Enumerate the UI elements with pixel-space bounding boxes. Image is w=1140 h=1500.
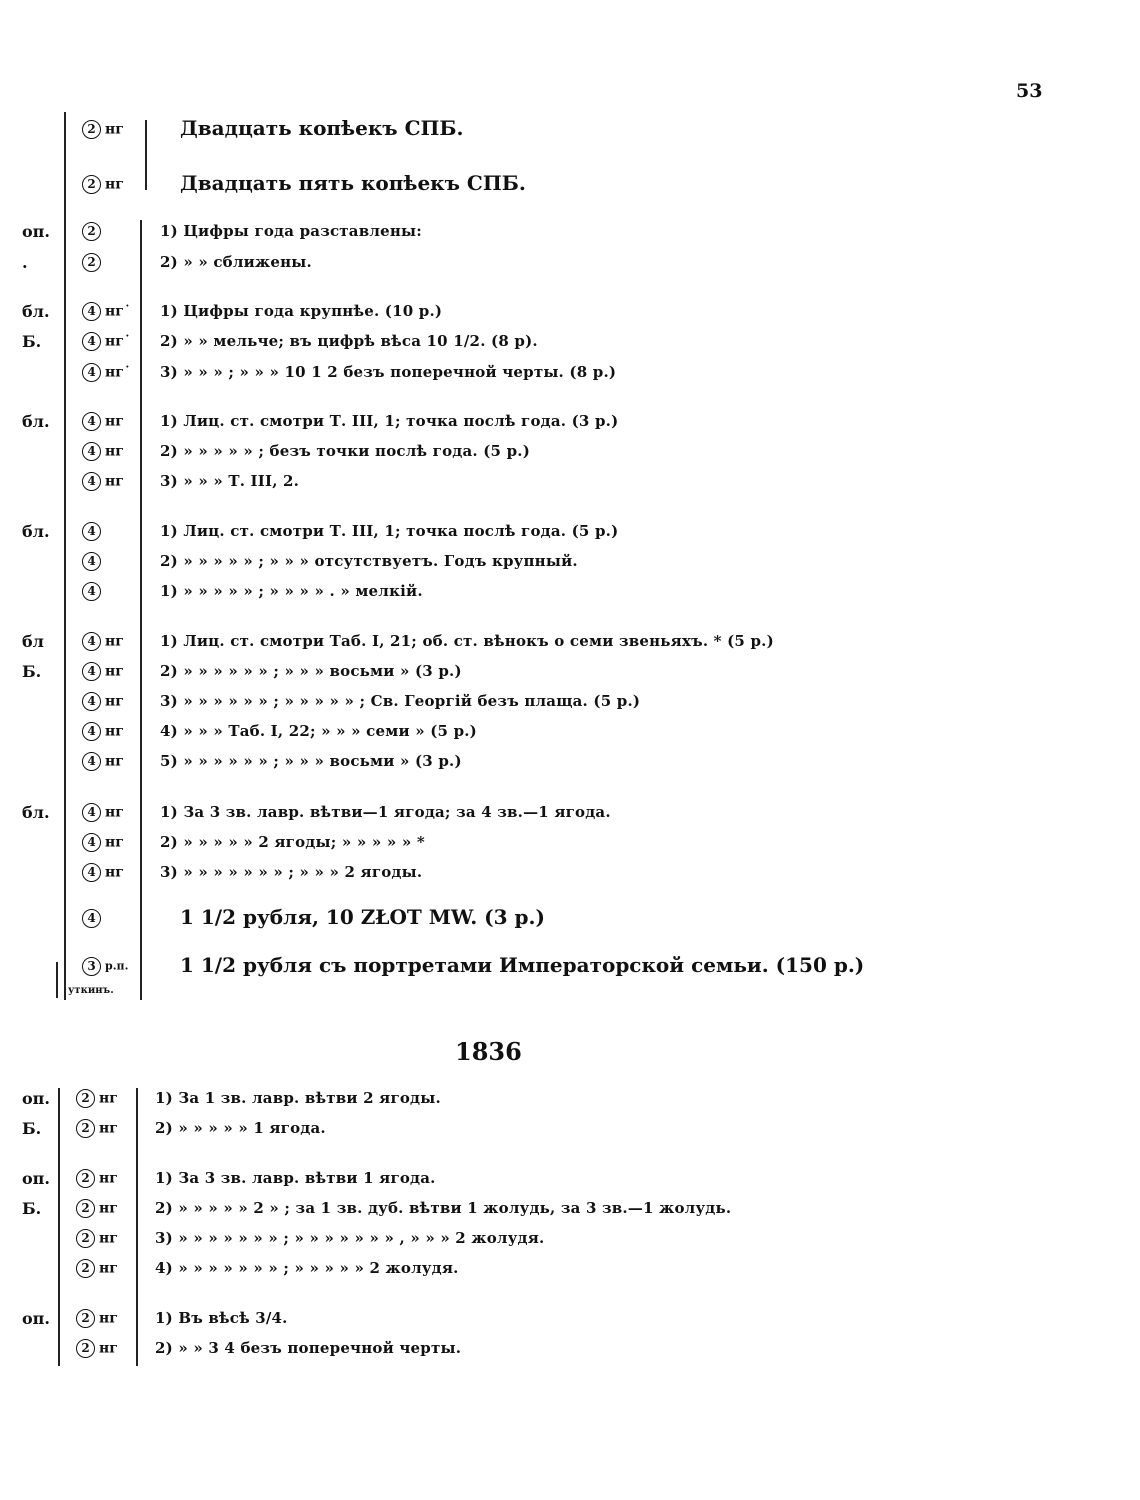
row-mark [76, 1339, 118, 1358]
row-description: Двадцать пять копѣекъ СПБ. [180, 171, 526, 195]
row-left-note: оп. [22, 1089, 50, 1108]
circled-number: 4 [82, 412, 101, 431]
circled-number: 2 [76, 1199, 95, 1218]
row-mark [82, 752, 124, 771]
mark-letters: нг [99, 1170, 118, 1187]
circled-number: 2 [76, 1229, 95, 1248]
circled-number: 2 [76, 1339, 95, 1358]
mark-letters: нг˙ [105, 333, 131, 350]
row-description: 1) Лиц. ст. смотри Таб. I, 21; об. ст. вѣнокъ о семи звеньяхъ. * (5 р.) [160, 632, 774, 650]
circled-number: 4 [82, 332, 101, 351]
circled-number: 4 [82, 833, 101, 852]
table-rule-left [64, 112, 66, 1000]
row-mark [82, 253, 105, 272]
circled-number: 4 [82, 522, 101, 541]
table-rule-right [136, 1088, 138, 1366]
row-mark [82, 582, 105, 601]
mark-letters: нг [105, 121, 124, 138]
row-mark [82, 833, 124, 852]
row-description: 4) » » » Таб. I, 22; » » » семи » (5 р.) [160, 722, 477, 740]
row-description: 1) Лиц. ст. смотри Т. III, 1; точка послѣ года. (5 р.) [160, 522, 619, 540]
row-left-note: бл. [22, 302, 50, 321]
circled-number: 4 [82, 752, 101, 771]
row-description: 2) » » » » » ; безъ точки послѣ года. (5 р.) [160, 442, 530, 460]
mark-letters: нг [105, 473, 124, 490]
row-mark [82, 412, 124, 431]
row-mark [76, 1309, 118, 1328]
mark-letters: нг [99, 1090, 118, 1107]
row-description: 2) » » 3 4 безъ поперечной черты. [155, 1339, 462, 1357]
row-description: 1) Лиц. ст. смотри Т. III, 1; точка послѣ года. (3 р.) [160, 412, 619, 430]
circled-number: 4 [82, 442, 101, 461]
row-mark [82, 332, 131, 351]
circled-number: 2 [82, 222, 101, 241]
row-description: 1 1/2 рубля съ портретами Императорской семьи. (150 р.) [180, 953, 865, 977]
row-description: 1) За 3 зв. лавр. вѣтви 1 ягода. [155, 1169, 436, 1187]
mark-letters: нг [105, 834, 124, 851]
row-description: 1) Цифры года крупнѣе. (10 р.) [160, 302, 443, 320]
row-description: 3) » » » » » » ; » » » » » ; Св. Георгій безъ плаща. (5 р.) [160, 692, 641, 710]
mark-letters: нг [105, 864, 124, 881]
mark-letters: нг [99, 1340, 118, 1357]
circled-number: 2 [82, 120, 101, 139]
row-left-note: оп. [22, 1309, 50, 1328]
table-rule-left [56, 962, 58, 998]
circled-number: 4 [82, 552, 101, 571]
row-left-note: бл. [22, 412, 50, 431]
row-description: 1) » » » » » ; » » » » . » мелкій. [160, 582, 423, 600]
row-mark [82, 363, 131, 382]
circled-number: 4 [82, 582, 101, 601]
circled-number: 4 [82, 722, 101, 741]
row-description: 1) Въ вѣсѣ 3/4. [155, 1309, 288, 1327]
row-description: 3) » » » Т. III, 2. [160, 472, 300, 490]
row-description: 2) » » » » » 2 » ; за 1 зв. дуб. вѣтви 1 жолудь, за 3 зв.—1 жолудь. [155, 1199, 732, 1217]
row-left-note: . [22, 253, 28, 272]
row-description: 1) За 3 зв. лавр. вѣтви—1 ягода; за 4 зв.—1 ягода. [160, 803, 611, 821]
row-mark [76, 1259, 118, 1278]
circled-number: 4 [82, 632, 101, 651]
row-description: Двадцать копѣекъ СПБ. [180, 116, 464, 140]
row-description: 2) » » мельче; въ цифрѣ вѣса 10 1/2. (8 р). [160, 332, 538, 350]
table-rule-right [140, 220, 142, 1000]
row-left-note: Б. [22, 662, 42, 681]
row-description: 2) » » сближены. [160, 253, 312, 271]
row-mark [76, 1089, 118, 1108]
row-mark [82, 120, 124, 139]
mark-letters: нг [105, 663, 124, 680]
row-left-note: бл. [22, 803, 50, 822]
mark-letters: нг [105, 443, 124, 460]
circled-number: 2 [76, 1089, 95, 1108]
circled-number: 4 [82, 363, 101, 382]
circled-number: 2 [76, 1169, 95, 1188]
row-mark [82, 722, 124, 741]
mark-letters: нг [105, 176, 124, 193]
row-mark [76, 1199, 118, 1218]
circled-number: 4 [82, 803, 101, 822]
row-mark [82, 909, 105, 928]
row-mark [82, 632, 124, 651]
mark-letters: нг [105, 804, 124, 821]
row-mark [76, 1169, 118, 1188]
row-description: 1) Цифры года разставлены: [160, 222, 423, 240]
row-mark [82, 863, 124, 882]
row-left-note: бл [22, 632, 44, 651]
row-mark [76, 1229, 118, 1248]
row-description: 5) » » » » » » ; » » » восьми » (3 р.) [160, 752, 462, 770]
circled-number: 4 [82, 302, 101, 321]
mark-letters: нг [99, 1230, 118, 1247]
mark-letters: нг˙ [105, 364, 131, 381]
circled-number: 4 [82, 472, 101, 491]
row-left-note: Б. [22, 332, 42, 351]
page-number: 53 [1016, 80, 1043, 102]
row-description: 3) » » » » » » » ; » » » 2 ягоды. [160, 863, 423, 881]
circled-number: 2 [76, 1259, 95, 1278]
table-rule-left [58, 1088, 60, 1366]
row-left-note: оп. [22, 1169, 50, 1188]
row-mark [82, 175, 124, 194]
row-left-note: Б. [22, 1199, 42, 1218]
row-description: 4) » » » » » » » ; » » » » » 2 жолудя. [155, 1259, 459, 1277]
row-mark [82, 957, 128, 976]
row-description: 1 1/2 рубля, 10 ZŁOT MW. (3 р.) [180, 905, 545, 929]
row-mark [82, 552, 105, 571]
row-mark [82, 803, 124, 822]
mark-letters: нг [99, 1310, 118, 1327]
row-description: 1) За 1 зв. лавр. вѣтви 2 ягоды. [155, 1089, 441, 1107]
row-mark [82, 222, 105, 241]
row-left-note: Б. [22, 1119, 42, 1138]
row-mark [82, 522, 105, 541]
row-mark [76, 1119, 118, 1138]
circled-number: 2 [82, 175, 101, 194]
mark-letters: нг [99, 1120, 118, 1137]
mark-letters: нг [105, 633, 124, 650]
circled-number: 4 [82, 662, 101, 681]
circled-number: 2 [76, 1119, 95, 1138]
row-left-note: оп. [22, 222, 50, 241]
row-description: 2) » » » » » ; » » » отсутствуетъ. Годъ крупный. [160, 552, 578, 570]
circled-number: 4 [82, 909, 101, 928]
mark-letters: нг˙ [105, 303, 131, 320]
row-mark [82, 472, 124, 491]
circled-number: 2 [82, 253, 101, 272]
mark-letters: нг [105, 753, 124, 770]
table-rule-right [145, 120, 147, 190]
mark-letters: нг [105, 693, 124, 710]
circled-number: 4 [82, 692, 101, 711]
row-description: 2) » » » » » » ; » » » восьми » (3 р.) [160, 662, 462, 680]
mark-letters: р.п. [105, 959, 129, 973]
mark-subtext: уткинъ. [68, 985, 114, 996]
row-mark [82, 692, 124, 711]
row-mark [82, 302, 131, 321]
mark-letters: нг [105, 723, 124, 740]
circled-number: 3 [82, 957, 101, 976]
mark-letters: нг [99, 1200, 118, 1217]
circled-number: 2 [76, 1309, 95, 1328]
row-mark [82, 442, 124, 461]
row-description: 3) » » » » » » » ; » » » » » » » , » » » 2 жолудя. [155, 1229, 545, 1247]
row-description: 2) » » » » » 1 ягода. [155, 1119, 326, 1137]
row-mark [82, 662, 124, 681]
row-left-note: бл. [22, 522, 50, 541]
row-description: 2) » » » » » 2 ягоды; » » » » » * [160, 833, 425, 851]
mark-letters: нг [99, 1260, 118, 1277]
mark-letters: нг [105, 413, 124, 430]
circled-number: 4 [82, 863, 101, 882]
row-description: 3) » » » ; » » » 10 1 2 безъ поперечной черты. (8 р.) [160, 363, 617, 381]
year-heading: 1836 [455, 1037, 522, 1066]
